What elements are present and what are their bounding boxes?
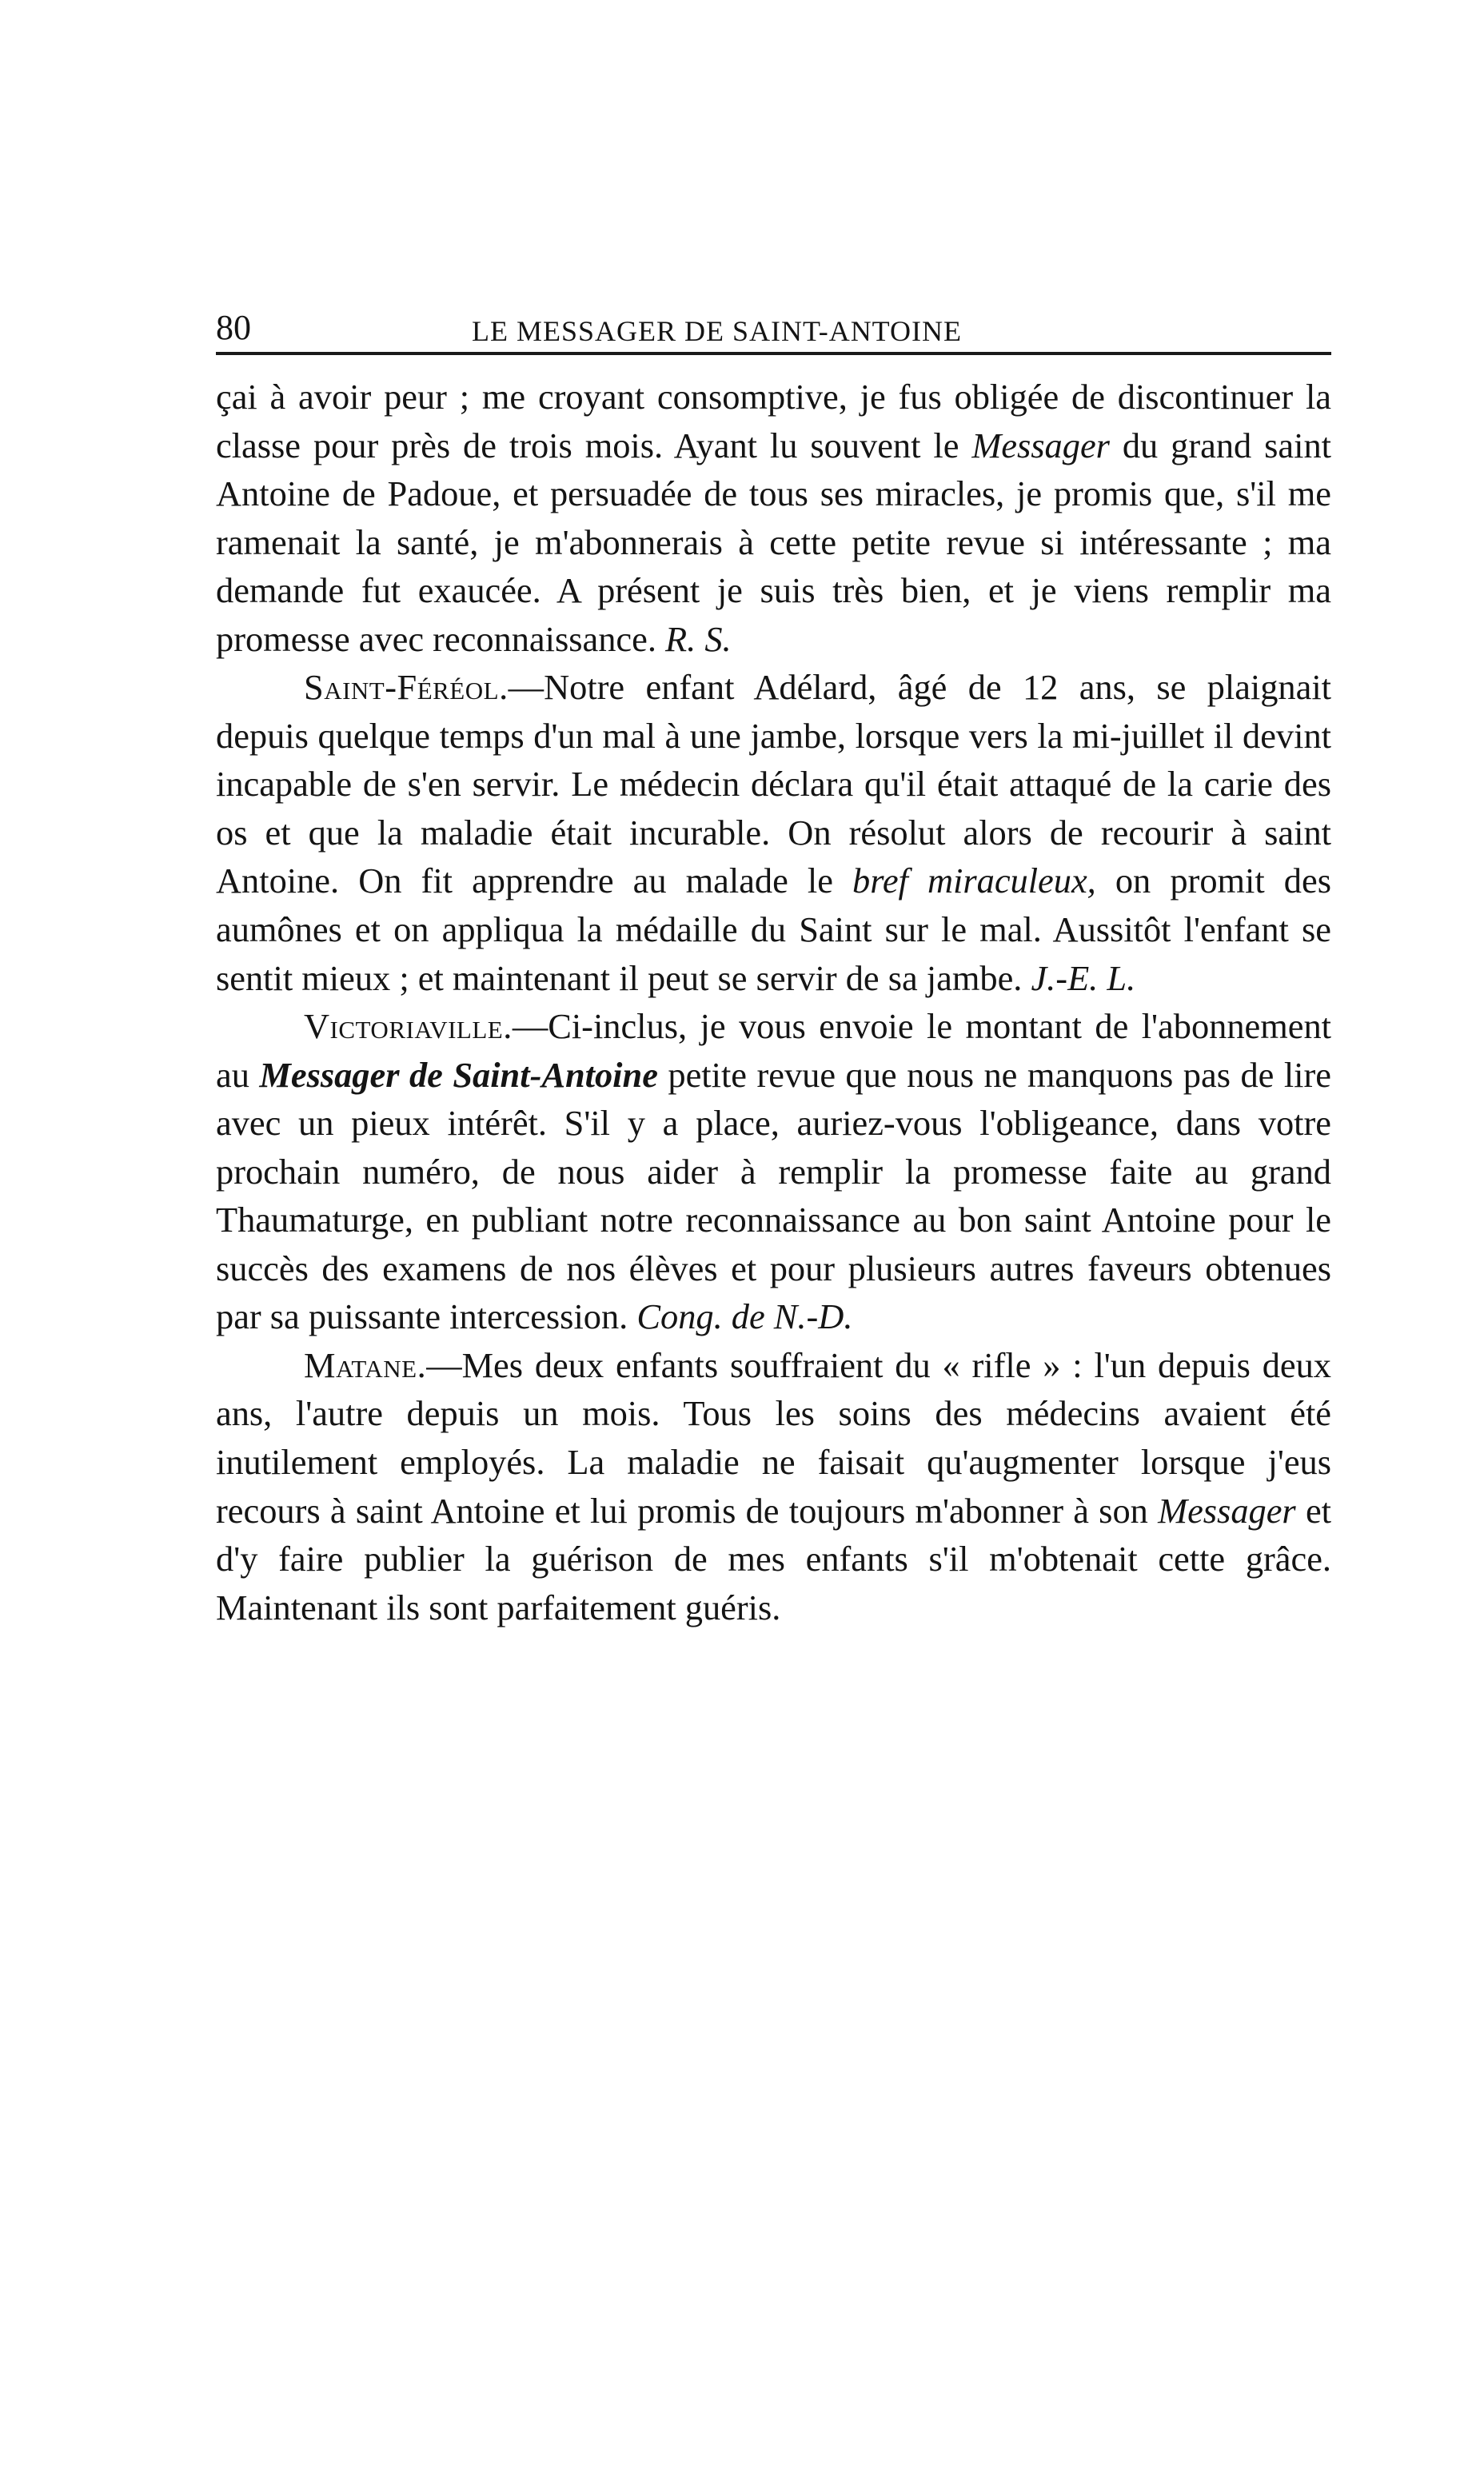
italic-title: Messager: [1158, 1490, 1296, 1531]
place-name: Saint-Féréol.: [304, 667, 509, 708]
italic-title: Messager: [971, 425, 1110, 465]
paragraph-text: —Ci-inclus, je vous envoie le montant de l'abonnement au: [216, 1006, 1331, 1095]
signature: Cong. de N.-D.: [636, 1296, 853, 1337]
paragraph-r-s: [216, 373, 1331, 663]
paragraph-saint-fereol: [216, 663, 1331, 1002]
running-header: [216, 294, 1331, 345]
paragraph-matane: [216, 1341, 1331, 1631]
page-number: 80: [216, 308, 251, 347]
paragraph-text: on promit des aumônes et on appliqua la médaille du Saint sur le mal. Aussitôt l'enfant se sentit mieux ; et maintenant il peut se servir de sa jambe.: [216, 861, 1331, 998]
paragraph-text: du grand saint Antoine de Padoue, et persuadée de tous ses miracles, je promis que, s'il me ramenait la santé, je m'abonnerais à cette petite revue si intéressante ; ma demande fut exaucée. A présent je suis très bien, et je viens remplir ma promesse avec reconnaissance.: [216, 425, 1331, 659]
signature: R. S.: [665, 618, 732, 659]
place-name: Victoriaville.: [304, 1006, 513, 1047]
paragraph-text: —Notre enfant Adélard, âgé de 12 ans, se plaignait depuis quelque temps d'un mal à une jambe, lorsque vers la mi-juillet il devint incapable de s'en servir. Le médecin déclara qu'il était attaqué de la carie des os et que la maladie était incurable. On résolut alors de recourir à saint Antoine. On fit apprendre au malade le: [216, 667, 1331, 901]
italic-title: bref miraculeux,: [852, 861, 1096, 901]
italic-title: Messager de Saint-Antoine: [259, 1054, 658, 1095]
paragraph-text: çai à avoir peur ; me croyant consomptive, je fus obligée de discontinuer la classe pour près de trois mois. Ayant lu souvent le: [216, 377, 1331, 465]
paragraph-victoriaville: [216, 1002, 1331, 1341]
header-rule: [216, 352, 1331, 355]
paragraph-text: et d'y faire publier la guérison de mes enfants s'il m'obtenait cette grâce. Maintenant ils sont parfaitement guéris.: [216, 1490, 1331, 1627]
body-text: [216, 373, 1331, 2404]
signature: J.-E. L.: [1031, 957, 1136, 998]
paragraph-text: —Mes deux enfants souffraient du « rifle » : l'un depuis deux ans, l'autre depuis un mois. Tous les soins des médecins avaient été inutilement employés. La maladie ne faisait qu'augmenter lorsque j'eus recours à saint Antoine et lui promis de toujours m'abonner à son: [216, 1344, 1331, 1531]
place-name: Matane.: [304, 1344, 427, 1385]
running-title: LE MESSAGER DE SAINT-ANTOINE: [472, 315, 962, 347]
paragraph-text: petite revue que nous ne manquons pas de lire avec un pieux intérêt. S'il y a place, auriez-vous l'obligeance, dans votre prochain numéro, de nous aider à remplir la promesse faite au grand Thaumaturge, en publiant notre reconnaissance au bon saint Antoine pour le succès des examens de nos élèves et pour plusieurs autres faveurs obtenues par sa puissante intercession.: [216, 1054, 1331, 1337]
